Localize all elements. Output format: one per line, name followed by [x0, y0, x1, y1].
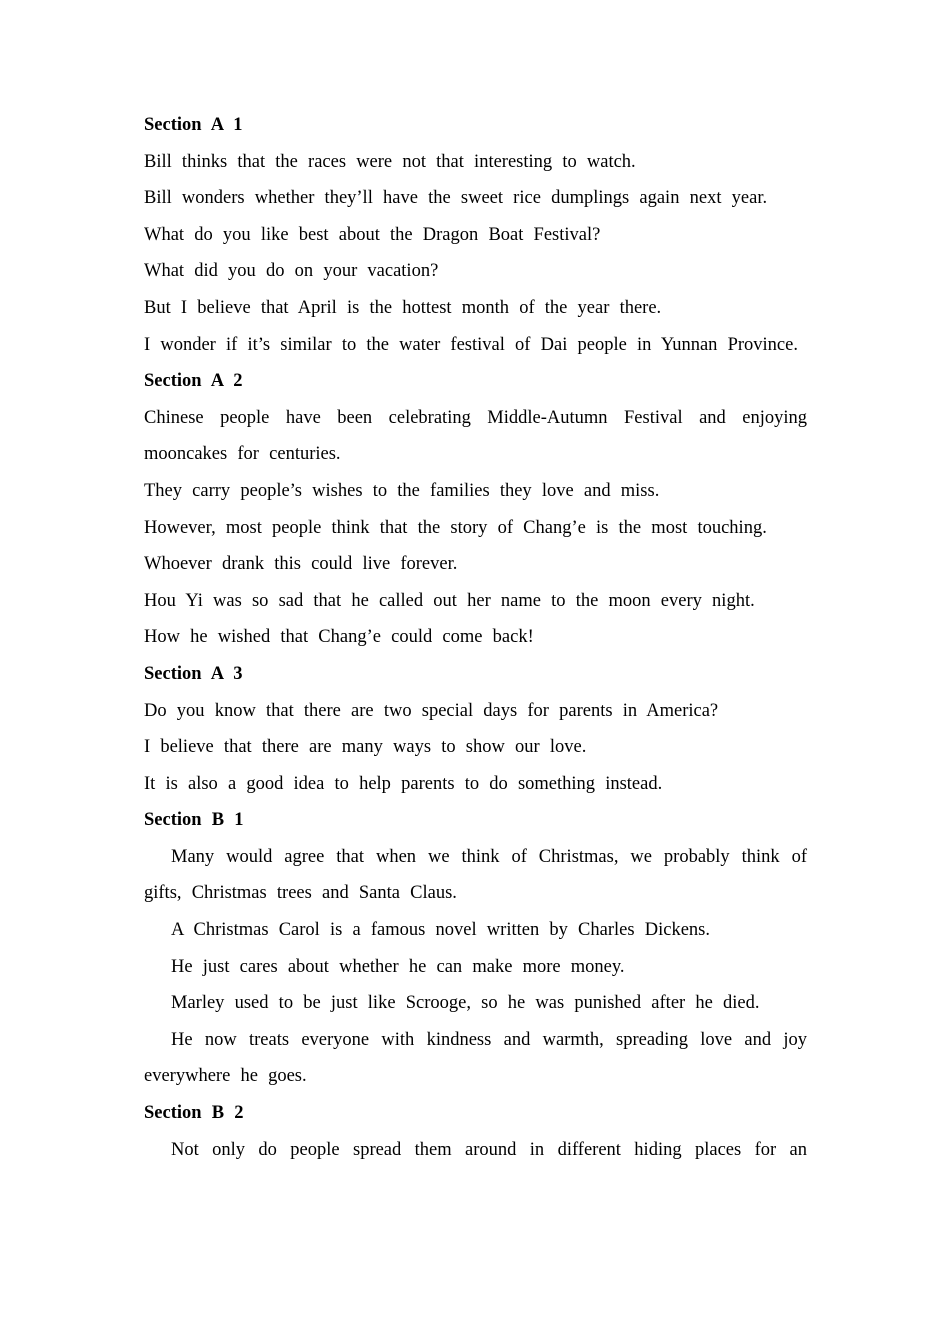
section-heading: Section A 3 — [144, 663, 243, 684]
paragraph: I wonder if it’s similar to the water festival of Dai people in Yunnan Province. — [144, 334, 798, 355]
paragraph: Bill wonders whether they’ll have the sweet rice dumplings again next year. — [144, 188, 768, 209]
paragraph: But I believe that April is the hottest month of the year there. — [144, 297, 662, 318]
paragraph: Chinese people have been celebrating Middle-Autumn Festival and enjoying mooncakes for centuries. — [144, 407, 807, 465]
paragraph: What do you like best about the Dragon Boat Festival? — [144, 224, 601, 245]
paragraph: They carry people’s wishes to the families they love and miss. — [144, 480, 660, 501]
paragraph: Hou Yi was so sad that he called out her name to the moon every night. — [144, 590, 755, 611]
paragraph: Whoever drank this could live forever. — [144, 554, 458, 575]
paragraph: A Christmas Carol is a famous novel written by Charles Dickens. — [171, 920, 710, 941]
paragraph: What did you do on your vacation? — [144, 261, 439, 282]
section-heading: Section A 1 — [144, 115, 243, 135]
section-heading: Section B 2 — [144, 1103, 244, 1124]
document-content — [144, 107, 807, 1168]
paragraph: He now treats everyone with kindness and warmth, spreading love and joy everywhere he goes. — [144, 1029, 807, 1087]
paragraph: Not only do people spread them around in different hiding places for an — [171, 1139, 807, 1160]
paragraph: I believe that there are many ways to show our love. — [144, 737, 587, 758]
paragraph: Marley used to be just like Scrooge, so he was punished after he died. — [171, 993, 760, 1014]
paragraph: Bill thinks that the races were not that interesting to watch. — [144, 151, 636, 172]
section-heading: Section B 1 — [144, 810, 244, 831]
paragraph: How he wished that Chang’e could come back! — [144, 627, 534, 648]
paragraph: Do you know that there are two special days for parents in America? — [144, 700, 719, 721]
paragraph: However, most people think that the story of Chang’e is the most touching. — [144, 517, 767, 538]
paragraph: It is also a good idea to help parents to do something instead. — [144, 773, 663, 794]
paragraph: Many would agree that when we think of Christmas, we probably think of gifts, Christmas trees and Santa Claus. — [144, 846, 807, 904]
section-heading: Section A 2 — [144, 371, 243, 392]
paragraph: He just cares about whether he can make more money. — [171, 956, 625, 977]
